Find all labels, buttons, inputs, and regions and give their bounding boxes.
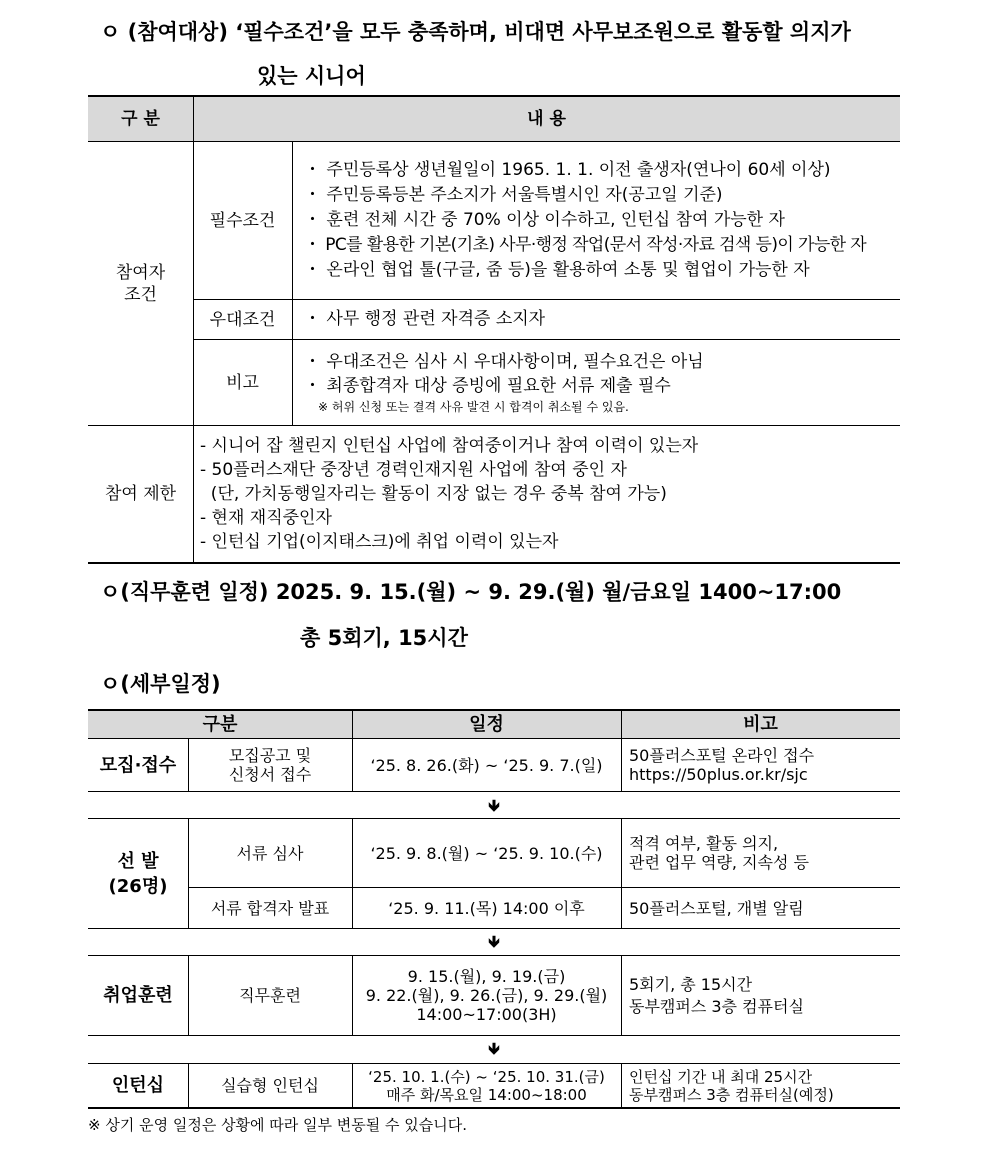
- list-item: - 인턴십 기업(이지태스크)에 취업 이력이 있는자: [200, 532, 559, 552]
- preferred-conditions-item: ・ 사무 행정 관련 자격증 소지자: [304, 309, 546, 329]
- remarks-list: [304, 340, 900, 425]
- announce-date: ‘25. 9. 11.(목) 14:00 이후: [388, 898, 585, 918]
- list-item: (단, 가치동행일자리는 활동이 지장 없는 경우 중복 참여 가능): [200, 484, 667, 504]
- participation-restriction-label: 참여 제한: [104, 484, 177, 504]
- announce-label: 서류 합격자 발표: [210, 898, 330, 918]
- recruit-sub: 모집공고 및 신청서 접수: [228, 746, 312, 784]
- down-arrow-icon: 🡻: [488, 796, 500, 815]
- announce-note: 50플러스포털, 개별 알림: [629, 898, 804, 918]
- table1-header-content: 내 용: [527, 108, 566, 129]
- table1-header-category: 구 분: [121, 108, 160, 129]
- training-sub: 직무훈련: [239, 986, 301, 1005]
- participant-conditions-label: 참여자 조건: [115, 262, 166, 305]
- preferred-conditions-label: 우대조건: [209, 309, 276, 330]
- required-conditions-label: 필수조건: [209, 210, 276, 231]
- remarks-label: 비고: [226, 372, 259, 393]
- recruit-label: 모집·접수: [99, 754, 177, 776]
- schedule-footnote: ※ 상기 운영 일정은 상황에 따라 일부 변동될 수 있습니다.: [88, 1116, 468, 1134]
- list-item: ・ 우대조건은 심사 시 우대사항이며, 필수요건은 아님: [304, 351, 704, 372]
- schedule-header-date: 일정: [469, 713, 504, 735]
- internship-date: ‘25. 10. 1.(수) ~ ‘25. 10. 31.(금) 매주 화/목요일 14:00~18:00: [368, 1067, 605, 1104]
- section-heading-training-cont: 총 5회기, 15시간: [300, 626, 468, 650]
- doc-review-note: 적격 여부, 활동 의지, 관련 업무 역량, 지속성 등: [629, 834, 809, 872]
- remarks-note: ※ 허위 신청 또는 결격 사유 발견 시 합격이 취소될 수 있음.: [318, 399, 629, 414]
- down-arrow-icon: 🡻: [488, 932, 500, 951]
- list-item: - 50플러스재단 중장년 경력인재지원 사업에 참여 중인 자: [200, 460, 627, 480]
- training-label: 취업훈련: [103, 985, 173, 1006]
- list-item: ・ 온라인 협업 툴(구글, 줌 등)을 활용하여 소통 및 협업이 가능한 자: [304, 260, 810, 280]
- training-note: 5회기, 총 15시간 동부캠퍼스 3층 컴퓨터실: [629, 974, 804, 1016]
- list-item: ・ PC를 활용한 기본(기초) 사무·행정 작업(문서 작성·자료 검색 등)이 가능한 자: [304, 235, 867, 255]
- list-item: ・ 훈련 전체 시간 중 70% 이상 이수하고, 인턴십 참여 가능한 자: [304, 210, 785, 230]
- participation-restriction-list: [200, 426, 900, 562]
- internship-note: 인턴십 기간 내 최대 25시간 동부캠퍼스 3층 컴퓨터실(예정): [629, 1067, 834, 1104]
- recruit-link: https://50plus.or.kr/sjc: [629, 765, 808, 784]
- internship-label: 인턴십: [111, 1075, 165, 1096]
- section-heading-schedule: ㅇ(세부일정): [100, 672, 221, 696]
- internship-sub: 실습형 인턴십: [221, 1076, 319, 1095]
- selection-label: 선 발 (26명): [108, 850, 168, 897]
- list-item: ・ 주민등록상 생년월일이 1965. 1. 1. 이전 출생자(연나이 60세 이상): [304, 160, 831, 180]
- doc-review-label: 서류 심사: [236, 843, 304, 863]
- list-item: ・ 주민등록등본 주소지가 서울특별시인 자(공고일 기준): [304, 185, 723, 205]
- section-heading-participants: ㅇ (참여대상) ‘필수조건’을 모두 충족하며, 비대면 사무보조원으로 활동할 의지가: [100, 20, 851, 44]
- list-item: - 시니어 잡 챌린지 인턴십 사업에 참여중이거나 참여 이력이 있는자: [200, 436, 699, 456]
- recruit-note: 50플러스포털 온라인 접수 https://50plus.or.kr/sjc: [621, 739, 900, 791]
- list-item: ・ 최종합격자 대상 증빙에 필요한 서류 제출 필수: [304, 375, 671, 396]
- doc-review-date: ‘25. 9. 8.(월) ~ ‘25. 9. 10.(수): [370, 843, 603, 863]
- down-arrow-icon: 🡻: [488, 1039, 500, 1058]
- section-heading-training: ㅇ(직무훈련 일정) 2025. 9. 15.(월) ~ 9. 29.(월) 월/금요일 1400~17:00: [100, 580, 842, 604]
- list-item: - 현재 재직중인자: [200, 508, 332, 528]
- training-date: 9. 15.(월), 9. 19.(금) 9. 22.(월), 9. 26.(금), 9. 29.(월) 14:00~17:00(3H): [365, 967, 608, 1024]
- schedule-header-category: 구분: [202, 713, 238, 735]
- section-heading-participants-cont: 있는 시니어: [257, 64, 366, 88]
- required-conditions-list: [304, 142, 900, 299]
- schedule-header-note: 비고: [743, 713, 778, 735]
- recruit-date: ‘25. 8. 26.(화) ~ ‘25. 9. 7.(일): [370, 755, 603, 775]
